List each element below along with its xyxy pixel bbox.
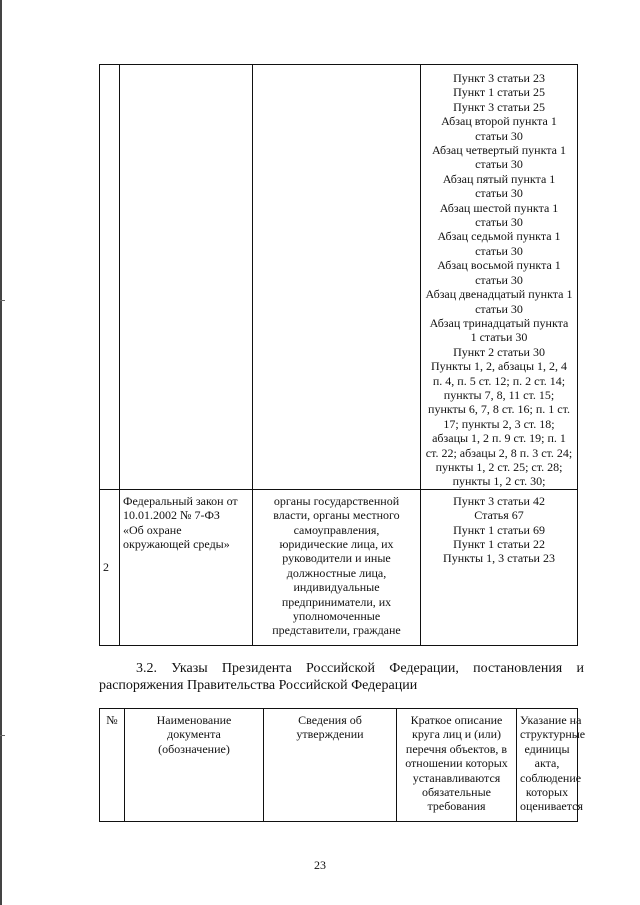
requirement-line: Абзац шестой пункта 1 xyxy=(439,200,559,215)
requirement-line: Пункты 1, 3 статьи 23 xyxy=(443,551,555,566)
header-num-label: № xyxy=(106,713,118,727)
header-line: которых xyxy=(525,785,569,800)
requirement-line: статьи 30 xyxy=(475,243,523,258)
header-num xyxy=(100,709,125,822)
header-line: соблюдение xyxy=(520,770,582,785)
requirement-line: Абзац второй пункта 1 xyxy=(441,114,557,129)
persons-line: уполномоченные xyxy=(292,609,381,624)
persons-line: представители, граждане xyxy=(272,623,401,638)
requirements-cell xyxy=(421,65,578,490)
requirement-line: Абзац тринадцатый пункта xyxy=(429,315,569,330)
requirement-line: Пункт 3 статьи 23 xyxy=(453,71,545,85)
requirement-line: Статья 67 xyxy=(474,508,524,523)
scan-edge xyxy=(0,0,2,905)
requirement-line: статьи 30 xyxy=(475,272,523,287)
requirement-line: Пункт 1 статьи 69 xyxy=(453,522,545,537)
requirement-line: статьи 30 xyxy=(475,186,523,201)
header-line: структурные xyxy=(520,727,586,742)
persons-line: юридические лица, их xyxy=(279,537,394,551)
header-line: оценивается xyxy=(520,799,583,814)
requirement-line: статьи 30 xyxy=(475,215,523,230)
persons-line: руководители и иные xyxy=(282,551,391,566)
requirement-line: Пункт 3 статьи 42 xyxy=(453,493,545,508)
persons-cell xyxy=(253,65,421,490)
persons-line: индивидуальные xyxy=(293,580,380,595)
requirements-table xyxy=(99,64,578,646)
header-line: круга лиц и (или) xyxy=(412,727,501,742)
document-line: Федеральный закон от xyxy=(123,493,238,508)
persons-line: органы государственной xyxy=(273,493,400,508)
requirement-line: статьи 30 xyxy=(475,301,523,316)
header-units xyxy=(517,709,586,822)
document-cell xyxy=(120,65,253,490)
number-cell xyxy=(100,65,120,490)
persons-line: предприниматели, их xyxy=(281,594,392,609)
header-line: акта, xyxy=(534,756,560,771)
number-cell xyxy=(100,489,120,645)
requirement-line: статьи 30 xyxy=(475,128,523,143)
scan-mark xyxy=(0,735,5,736)
document-line: окружающей среды» xyxy=(123,537,230,551)
requirement-line: п. 4, п. 5 ст. 12; п. 2 ст. 14; xyxy=(432,373,566,388)
header-line: Сведения об xyxy=(298,713,362,727)
page-number: 23 xyxy=(314,858,326,872)
requirement-line: пункты 1, 2 ст. 30; xyxy=(452,474,546,489)
document-line: 10.01.2002 № 7-ФЗ xyxy=(123,508,220,523)
header-approval xyxy=(264,709,397,822)
section-heading xyxy=(99,660,584,694)
requirement-line: абзацы 1, 2 п. 9 ст. 19; п. 1 xyxy=(432,431,566,446)
requirement-line: Пункт 3 статьи 25 xyxy=(453,99,545,114)
header-line: перечня объектов, в xyxy=(405,741,508,756)
requirement-line: Абзац восьмой пункта 1 xyxy=(437,258,561,273)
header-line: единицы xyxy=(524,741,570,756)
header-line: требования xyxy=(427,799,486,814)
table-header-row xyxy=(100,709,578,822)
requirements-cell xyxy=(421,489,578,645)
requirement-line: пункты 6, 7, 8 ст. 16; п. 1 ст. xyxy=(428,402,570,417)
requirement-line: 17; пункты 2, 3 ст. 18; xyxy=(443,416,555,431)
header-line: Краткое описание xyxy=(410,713,503,727)
requirement-line: Пункт 1 статьи 22 xyxy=(453,537,545,551)
header-name xyxy=(125,709,264,822)
requirement-line: ст. 22; абзацы 2, 8 п. 3 ст. 24; xyxy=(425,445,573,460)
document-line: «Об охране xyxy=(123,522,182,537)
header-line: (обозначение) xyxy=(158,741,230,756)
requirement-line: Абзац пятый пункта 1 xyxy=(442,171,556,186)
header-line: утверждении xyxy=(296,727,364,742)
table-row xyxy=(100,489,578,645)
requirement-line: Абзац двенадцатый пункта 1 xyxy=(425,287,573,302)
requirement-line: статьи 30 xyxy=(475,157,523,172)
header-description xyxy=(397,709,517,822)
requirement-line: Абзац седьмой пункта 1 xyxy=(437,229,561,244)
header-line: Указание на xyxy=(520,713,582,727)
document-cell xyxy=(120,489,253,645)
requirement-line: пункты 1, 2 ст. 25; ст. 28; xyxy=(435,459,563,474)
scan-mark xyxy=(0,300,5,301)
header-line: Наименование xyxy=(156,713,232,727)
section-heading-line: распоряжения Правительства Российской Федерации xyxy=(99,678,418,693)
row-number: 2 xyxy=(103,560,109,575)
persons-line: самоуправления, xyxy=(293,522,380,537)
requirement-line: Абзац четвертый пункта 1 xyxy=(432,143,566,158)
requirement-line: Пункты 1, 2, абзацы 1, 2, 4 xyxy=(430,359,568,374)
requirement-line: 1 статьи 30 xyxy=(470,330,528,345)
persons-cell xyxy=(253,489,421,645)
section-heading-line: 3.2. Указы Президента Российской Федерации, постановления и xyxy=(136,661,584,676)
persons-line: власти, органы местного xyxy=(273,508,400,523)
requirement-line: Пункт 1 статьи 25 xyxy=(453,85,545,100)
requirement-line: пункты 7, 8, 11 ст. 15; xyxy=(443,387,555,402)
header-line: устанавливаются xyxy=(412,770,501,785)
header-line: обязательные xyxy=(422,785,491,800)
table-row xyxy=(100,65,578,490)
persons-line: должностные лица, xyxy=(286,565,387,580)
header-line: отношении которых xyxy=(405,756,508,771)
requirement-line: Пункт 2 статьи 30 xyxy=(453,344,545,359)
header-line: документа xyxy=(167,727,221,742)
acts-table xyxy=(99,708,586,822)
